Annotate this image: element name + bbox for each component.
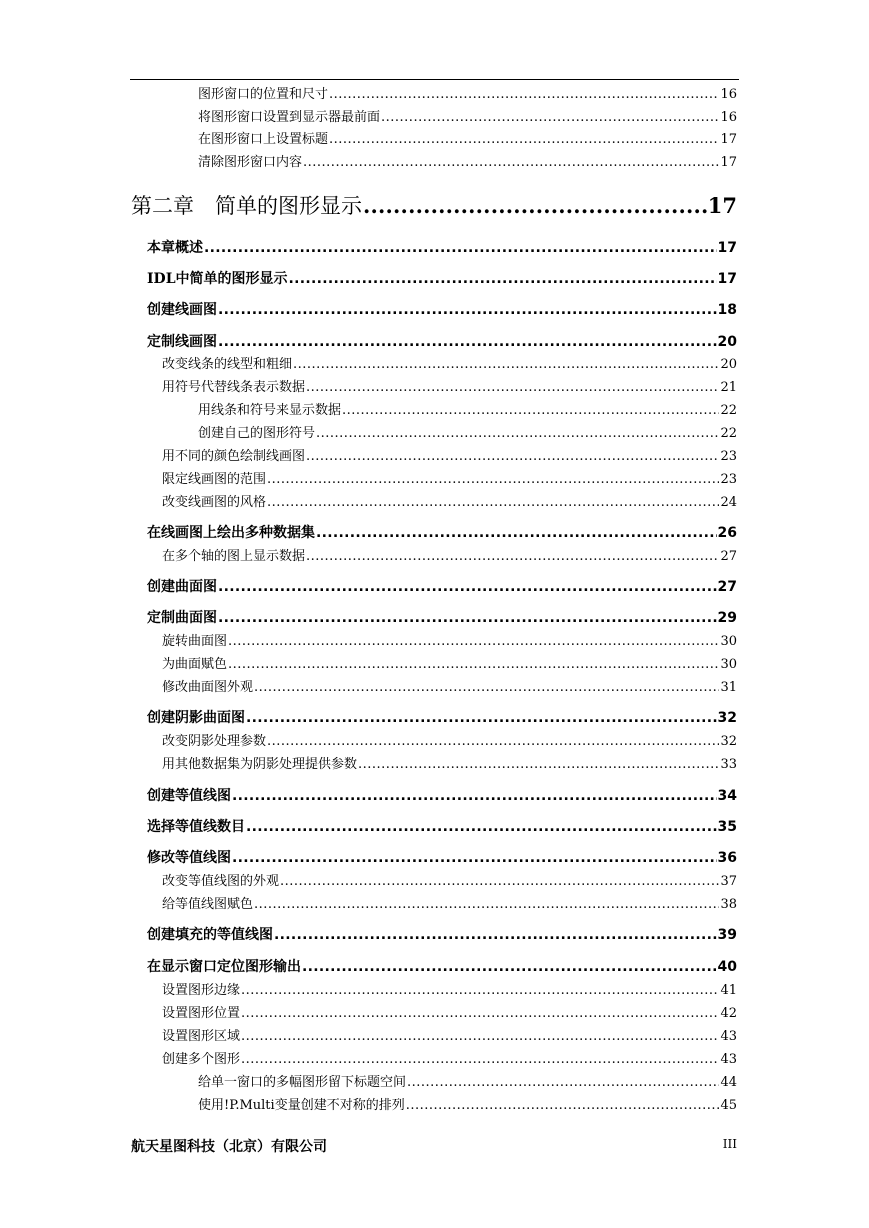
- toc-entry-title: 在线画图上绘出多种数据集: [147, 525, 315, 541]
- toc-entry-title: 设置图形位置: [162, 1006, 241, 1021]
- toc-leader-dots: [218, 579, 717, 595]
- toc-entry-page: 45: [720, 1098, 737, 1113]
- toc-entry-page: 36: [717, 850, 737, 866]
- toc-entry-title: 清除图形窗口内容: [198, 155, 303, 170]
- toc-entry[interactable]: [198, 151, 737, 170]
- toc-entry[interactable]: [162, 870, 737, 889]
- toc-leader-dots: [254, 897, 719, 912]
- toc-entry-title: 用符号代替线条表示数据: [162, 380, 306, 395]
- toc-entry-title: 定制曲面图: [147, 610, 217, 626]
- toc-entry-page: 44: [720, 1075, 737, 1090]
- toc-entry-title: 选择等值线数目: [147, 819, 245, 835]
- toc-entry-page: 43: [720, 1029, 737, 1044]
- toc-entry-page: 38: [720, 897, 737, 912]
- toc-entry[interactable]: [198, 83, 737, 102]
- toc-leader-dots: [241, 1029, 719, 1044]
- toc-entry-page: 17: [707, 193, 737, 218]
- toc-entry-page: 22: [720, 403, 737, 418]
- toc-entry[interactable]: [162, 353, 737, 372]
- toc-leader-dots: [329, 132, 719, 147]
- toc-entry-title: 第二章 简单的图形显示: [131, 194, 362, 218]
- toc-leader-dots: [329, 87, 719, 102]
- toc-leader-dots: [306, 380, 719, 395]
- toc-entry-title: 改变阴影处理参数: [162, 734, 267, 749]
- toc-entry[interactable]: [147, 607, 737, 627]
- toc-entry-title: 设置图形区域: [162, 1029, 241, 1044]
- toc-entry[interactable]: [198, 1094, 737, 1113]
- toc-leader-dots: [254, 680, 719, 695]
- footer-page-number: III: [722, 1137, 737, 1151]
- toc-entry-title: 将图形窗口设置到显示器最前面: [198, 110, 381, 125]
- toc-entry-title: 使用!P.Multi变量创建不对称的排列: [198, 1098, 405, 1113]
- toc-leader-dots: [363, 193, 707, 218]
- toc-leader-dots: [267, 472, 719, 487]
- toc-entry-page: 27: [717, 579, 737, 595]
- toc-leader-dots: [267, 734, 719, 749]
- toc-leader-dots: [293, 357, 719, 372]
- header-rule: [130, 79, 739, 80]
- toc-entry-page: 31: [720, 680, 737, 695]
- toc-entry-title: 本章概述: [147, 240, 203, 256]
- toc-entry[interactable]: [162, 1002, 737, 1021]
- toc-entry[interactable]: [162, 979, 737, 998]
- toc-entry-title: 用不同的颜色绘制线画图: [162, 449, 306, 464]
- toc-entry-title: 修改曲面图外观: [162, 680, 254, 695]
- toc-leader-dots: [228, 657, 719, 672]
- toc-leader-dots: [306, 549, 719, 564]
- toc-leader-dots: [232, 850, 717, 866]
- footer-company: 航天星图科技（北京）有限公司: [131, 1139, 327, 1155]
- toc-entry[interactable]: [198, 128, 737, 147]
- toc-entry-title: 图形窗口的位置和尺寸: [198, 87, 329, 102]
- toc-leader-dots: [280, 874, 719, 889]
- toc-entry[interactable]: [198, 422, 737, 441]
- toc-entry-page: 20: [717, 334, 737, 350]
- toc-leader-dots: [241, 983, 719, 998]
- toc-entry-title: 用其他数据集为阴影处理提供参数: [162, 757, 358, 772]
- toc-entry[interactable]: [162, 491, 737, 510]
- toc-entry-page: 32: [720, 734, 737, 749]
- toc-entry-page: 29: [717, 610, 737, 626]
- toc-entry-title: 用线条和符号来显示数据: [198, 403, 342, 418]
- toc-entry-page: 23: [720, 449, 737, 464]
- toc-leader-dots: [316, 525, 717, 541]
- toc-entry-title: 创建自己的图形符号: [198, 426, 316, 441]
- toc-leader-dots: [204, 240, 717, 256]
- toc-entry-page: 24: [720, 495, 737, 510]
- toc-entry[interactable]: [162, 653, 737, 672]
- toc-entry-title: 创建曲面图: [147, 579, 217, 595]
- toc-entry-page: 43: [720, 1052, 737, 1067]
- toc-entry-page: 17: [717, 271, 737, 287]
- toc-entry-page: 33: [720, 757, 737, 772]
- toc-entry-title: 创建阴影曲面图: [147, 710, 245, 726]
- toc-entry[interactable]: [131, 190, 737, 220]
- toc-entry-title: 在图形窗口上设置标题: [198, 132, 329, 147]
- toc-entry-page: 16: [720, 110, 737, 125]
- toc-leader-dots: [302, 959, 717, 975]
- toc-leader-dots: [303, 155, 719, 170]
- toc-entry-title: 改变线条的线型和粗细: [162, 357, 293, 372]
- toc-leader-dots: [381, 110, 719, 125]
- toc-leader-dots: [358, 757, 719, 772]
- toc-entry-page: 23: [720, 472, 737, 487]
- toc-entry-title: 给单一窗口的多幅图形留下标题空间: [198, 1075, 407, 1090]
- toc-entry-page: 26: [717, 525, 737, 541]
- toc-entry-page: 30: [720, 657, 737, 672]
- toc-entry-title: 限定线画图的范围: [162, 472, 267, 487]
- toc-entry-page: 37: [720, 874, 737, 889]
- toc-leader-dots: [232, 788, 717, 804]
- toc-entry-title: 改变等值线图的外观: [162, 874, 280, 889]
- toc-entry-title: IDL中简单的图形显示: [147, 271, 288, 287]
- toc-entry-page: 16: [720, 87, 737, 102]
- toc-entry-page: 27: [720, 549, 737, 564]
- toc-entry-page: 34: [717, 788, 737, 804]
- toc-entry-page: 17: [720, 155, 737, 170]
- toc-entry[interactable]: [198, 1071, 737, 1090]
- toc-entry-title: 给等值线图赋色: [162, 897, 254, 912]
- toc-entry-page: 17: [720, 132, 737, 147]
- toc-entry[interactable]: [162, 445, 737, 464]
- toc-leader-dots: [342, 403, 719, 418]
- toc-entry[interactable]: [147, 576, 737, 596]
- toc-entry[interactable]: [162, 1025, 737, 1044]
- toc-entry[interactable]: [147, 924, 737, 944]
- toc-entry[interactable]: [147, 299, 737, 319]
- toc-entry[interactable]: [162, 1048, 737, 1067]
- toc-leader-dots: [267, 495, 719, 510]
- toc-entry-page: 32: [717, 710, 737, 726]
- toc-leader-dots: [218, 302, 717, 318]
- toc-leader-dots: [241, 1052, 719, 1067]
- toc-leader-dots: [246, 710, 717, 726]
- toc-entry-title: 修改等值线图: [147, 850, 231, 866]
- toc-entry[interactable]: [147, 237, 737, 257]
- toc-entry-page: 20: [720, 357, 737, 372]
- toc-leader-dots: [246, 819, 717, 835]
- toc-entry[interactable]: [162, 376, 737, 395]
- toc-entry-title: 改变线画图的风格: [162, 495, 267, 510]
- toc-entry[interactable]: [198, 399, 737, 418]
- toc-entry[interactable]: [147, 956, 737, 976]
- toc-entry-page: 39: [717, 927, 737, 943]
- toc-entry[interactable]: [147, 268, 737, 288]
- toc-entry-page: 17: [717, 240, 737, 256]
- toc-leader-dots: [274, 927, 717, 943]
- toc-entry-title: 创建等值线图: [147, 788, 231, 804]
- toc-entry-title: 创建填充的等值线图: [147, 927, 273, 943]
- toc-entry[interactable]: [162, 730, 737, 749]
- toc-entry-page: 41: [720, 983, 737, 998]
- toc-leader-dots: [218, 334, 717, 350]
- toc-entry-page: 30: [720, 634, 737, 649]
- toc-entry-title: 创建多个图形: [162, 1052, 241, 1067]
- toc-entry-title: 旋转曲面图: [162, 634, 228, 649]
- toc-entry[interactable]: [162, 753, 737, 772]
- toc-leader-dots: [228, 634, 719, 649]
- toc-entry[interactable]: [162, 630, 737, 649]
- toc-leader-dots: [316, 426, 719, 441]
- toc-leader-dots: [406, 1098, 720, 1113]
- toc-leader-dots: [407, 1075, 719, 1090]
- toc-entry[interactable]: [147, 847, 737, 867]
- toc-entry[interactable]: [162, 676, 737, 695]
- toc-entry[interactable]: [147, 707, 737, 727]
- toc-entry-page: 35: [717, 819, 737, 835]
- toc-entry-page: 42: [720, 1006, 737, 1021]
- toc-entry-title: 为曲面赋色: [162, 657, 228, 672]
- toc-leader-dots: [218, 610, 717, 626]
- toc-entry-title: 设置图形边缘: [162, 983, 241, 998]
- toc-leader-dots: [241, 1006, 719, 1021]
- toc-entry-title: 创建线画图: [147, 302, 217, 318]
- toc-entry-page: 18: [717, 302, 737, 318]
- toc-entry-title: 定制线画图: [147, 334, 217, 350]
- toc-entry-page: 40: [717, 959, 737, 975]
- toc-entry[interactable]: [162, 545, 737, 564]
- toc-entry[interactable]: [162, 468, 737, 487]
- toc-leader-dots: [289, 271, 717, 287]
- toc-entry[interactable]: [147, 522, 737, 542]
- toc-entry[interactable]: [147, 816, 737, 836]
- toc-entry[interactable]: [147, 785, 737, 805]
- toc-entry[interactable]: [162, 893, 737, 912]
- toc-entry-page: 22: [720, 426, 737, 441]
- toc-entry[interactable]: [198, 106, 737, 125]
- toc-entry[interactable]: [147, 331, 737, 351]
- toc-entry-title: 在显示窗口定位图形输出: [147, 959, 301, 975]
- toc-entry-page: 21: [720, 380, 737, 395]
- toc-entry-title: 在多个轴的图上显示数据: [162, 549, 306, 564]
- toc-leader-dots: [306, 449, 719, 464]
